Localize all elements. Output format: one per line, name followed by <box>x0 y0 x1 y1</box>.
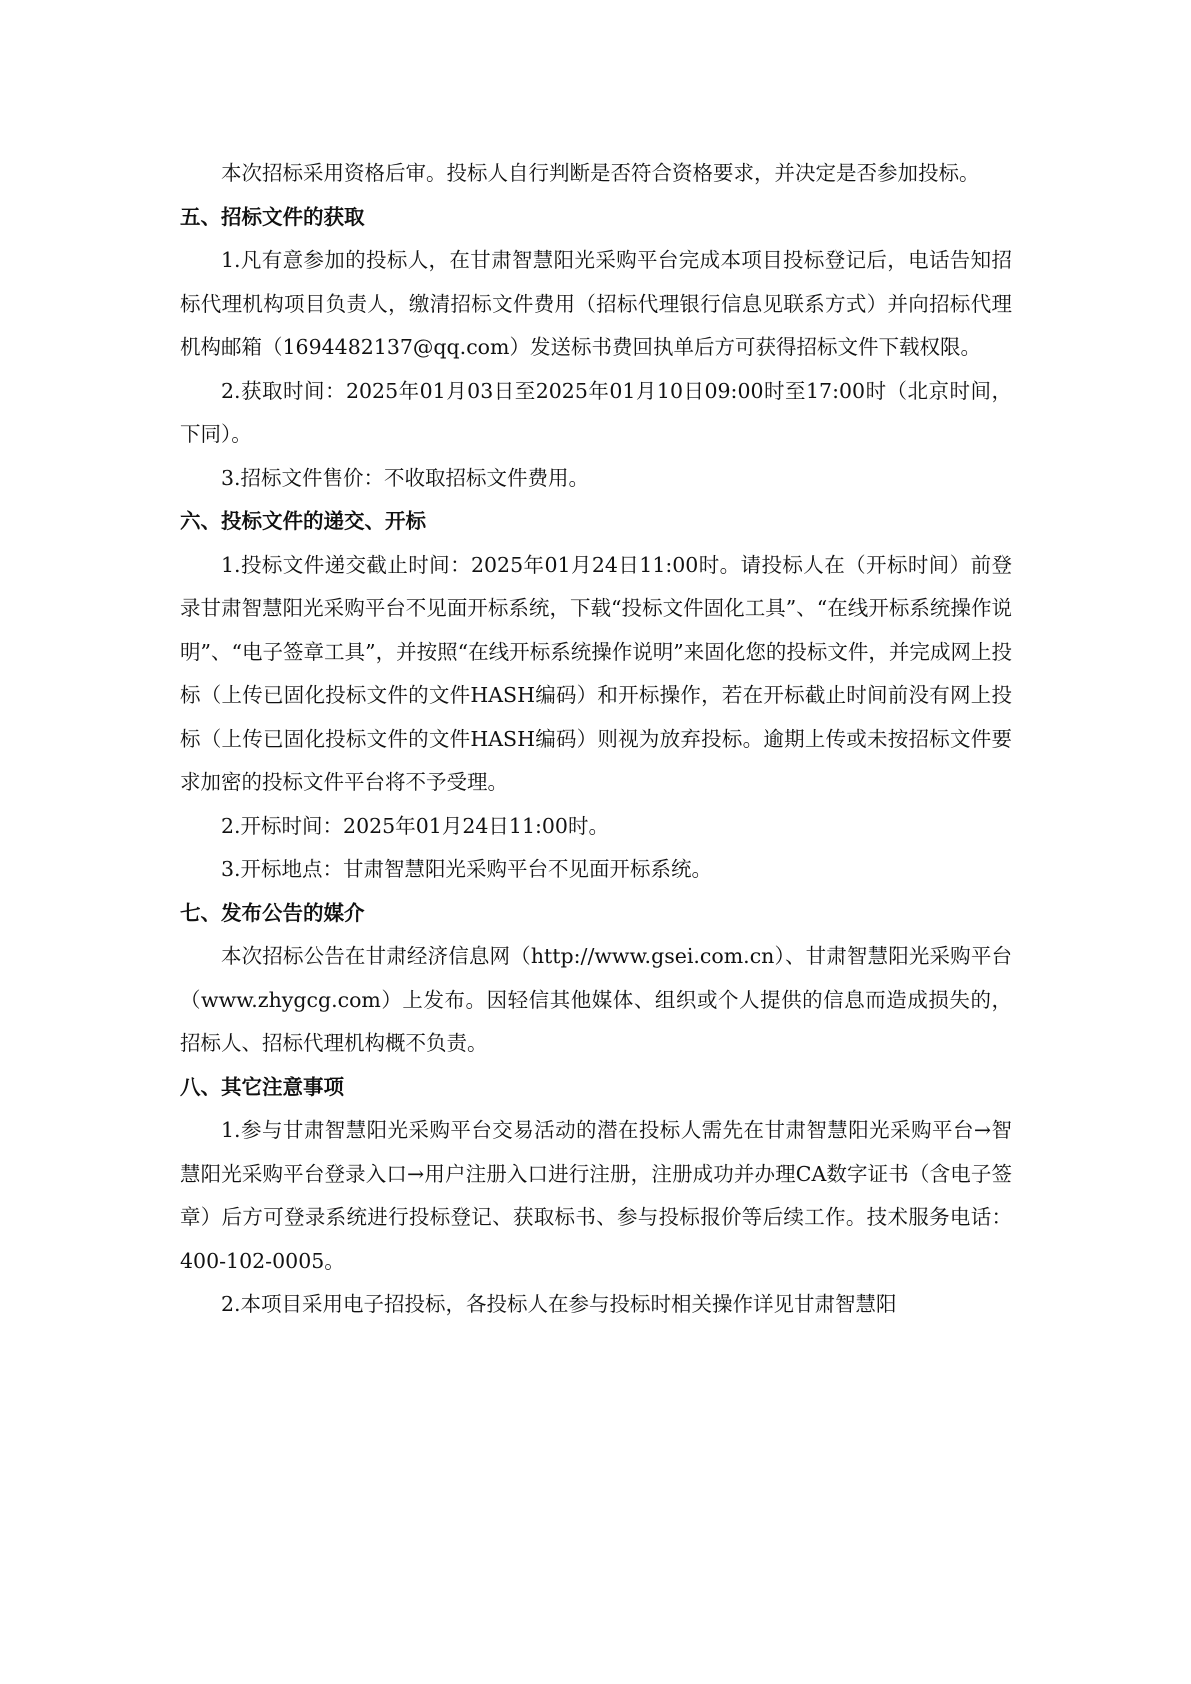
submission-item-2: 2.开标时间：2025年01月24日11:00时。 <box>221 813 609 838</box>
qualification-review-paragraph: 本次招标采用资格后审。投标人自行判断是否符合资格要求，并决定是否参加投标。 <box>221 161 980 185</box>
section-heading-other-notes: 八、其它注意事项 <box>180 1074 344 1099</box>
submission-item-1: 1.投标文件递交截止时间：2025年01月24日11:00时。请投标人在（开标时间）前登录甘肃智慧阳光采购平台不见面开标系统，下载“投标文件固化工具”、“在线开标系统操作说明”、“电子签章工具”，并按照“在线开标系统操作说明”来固化您的投标文件，并完成网上投标（上传已固化投标文件的文件HASH编码）和开标操作，若在开标截止时间前没有网上投标（上传已固化投标文件的文件HASH编码）则视为放弃投标。逾期上传或未按招标文件要求加密的投标文件平台将不予受理。 <box>180 552 1012 794</box>
section-heading-publication-media: 七、发布公告的媒介 <box>180 900 365 925</box>
obtain-documents-item-3: 3.招标文件售价：不收取招标文件费用。 <box>221 465 590 490</box>
obtain-documents-item-2: 2.获取时间：2025年01月03日至2025年01月10日09:00时至17:00时（北京时间，下同）。 <box>180 378 1012 446</box>
submission-item-3: 3.开标地点：甘肃智慧阳光采购平台不见面开标系统。 <box>221 857 713 881</box>
section-heading-obtain-documents: 五、招标文件的获取 <box>180 204 365 229</box>
document-page <box>180 152 1012 1327</box>
section-heading-submission-opening: 六、投标文件的递交、开标 <box>180 509 426 533</box>
publication-media-paragraph: 本次招标公告在甘肃经济信息网（http://www.gsei.com.cn）、甘肃智慧阳光采购平台（www.zhygcg.com）上发布。因轻信其他媒体、组织或个人提供的信息而造成损失的，招标人、招标代理机构概不负责。 <box>180 944 1012 1055</box>
other-notes-item-2: 2.本项目采用电子招投标，各投标人在参与投标时相关操作详见甘肃智慧阳 <box>221 1292 897 1316</box>
other-notes-item-1: 1.参与甘肃智慧阳光采购平台交易活动的潜在投标人需先在甘肃智慧阳光采购平台→智慧阳光采购平台登录入口→用户注册入口进行注册，注册成功并办理CA数字证书（含电子签章）后方可登录系统进行投标登记、获取标书、参与投标报价等后续工作。技术服务电话：400-102-0005。 <box>180 1118 1012 1273</box>
obtain-documents-item-1: 1.凡有意参加的投标人，在甘肃智慧阳光采购平台完成本项目投标登记后，电话告知招标代理机构项目负责人，缴清招标文件费用（招标代理银行信息见联系方式）并向招标代理机构邮箱（1694482137@qq.com）发送标书费回执单后方可获得招标文件下载权限。 <box>180 248 1012 359</box>
